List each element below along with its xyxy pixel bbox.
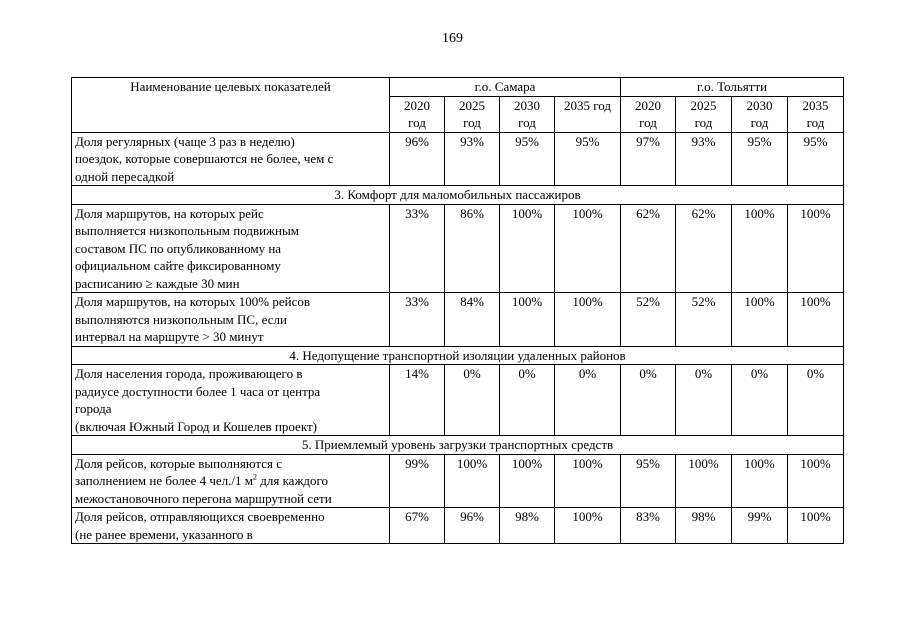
value-cell: 95% bbox=[621, 454, 676, 508]
value-cell: 98% bbox=[500, 508, 555, 544]
value-cell: 0% bbox=[500, 365, 555, 436]
value-cell: 99% bbox=[732, 508, 788, 544]
value-cell: 100% bbox=[555, 454, 621, 508]
value-cell: 67% bbox=[390, 508, 445, 544]
indicator-name: Доля рейсов, отправляющихся своевременно (не ранее времени, указанного в bbox=[72, 508, 390, 544]
table-row bbox=[72, 454, 844, 508]
group-header-samara: г.о. Самара bbox=[390, 78, 621, 97]
value-cell: 86% bbox=[445, 204, 500, 293]
value-cell: 100% bbox=[500, 454, 555, 508]
value-cell: 62% bbox=[676, 204, 732, 293]
year-header: 2020 год bbox=[621, 96, 676, 132]
indicator-name: Доля рейсов, которые выполняются с заполнением не более 4 чел./1 $м^2$ для каждого межостановочного перегона маршрутной сети bbox=[72, 454, 390, 508]
value-cell: 93% bbox=[445, 132, 500, 186]
value-cell: 100% bbox=[788, 454, 844, 508]
year-header: 2025 год bbox=[445, 96, 500, 132]
value-cell: 96% bbox=[390, 132, 445, 186]
value-cell: 97% bbox=[621, 132, 676, 186]
value-cell: 52% bbox=[621, 293, 676, 347]
value-cell: 33% bbox=[390, 293, 445, 347]
superscript: 2 bbox=[252, 472, 257, 482]
value-cell: 33% bbox=[390, 204, 445, 293]
table-row bbox=[72, 508, 844, 544]
section-row bbox=[72, 186, 844, 205]
value-cell: 0% bbox=[621, 365, 676, 436]
indicator-name: Доля населения города, проживающего в радиусе доступности более 1 часа от центра города (включая Южный Город и Кошелев проект) bbox=[72, 365, 390, 436]
value-cell: 100% bbox=[732, 293, 788, 347]
value-cell: 100% bbox=[500, 293, 555, 347]
value-cell: 100% bbox=[500, 204, 555, 293]
value-cell: 100% bbox=[555, 204, 621, 293]
value-cell: 100% bbox=[732, 454, 788, 508]
year-header: 2025 год bbox=[676, 96, 732, 132]
value-cell: 52% bbox=[676, 293, 732, 347]
value-cell: 100% bbox=[788, 508, 844, 544]
group-header-tolyatti: г.о. Тольятти bbox=[621, 78, 844, 97]
value-cell: 14% bbox=[390, 365, 445, 436]
indicator-name: Доля маршрутов, на которых 100% рейсов выполняются низкопольным ПС, если интервал на маршруте > 30 минут bbox=[72, 293, 390, 347]
table-row bbox=[72, 365, 844, 436]
value-cell: 96% bbox=[445, 508, 500, 544]
value-cell: 93% bbox=[676, 132, 732, 186]
value-cell: 100% bbox=[445, 454, 500, 508]
value-cell: 83% bbox=[621, 508, 676, 544]
value-cell: 62% bbox=[621, 204, 676, 293]
value-cell: 84% bbox=[445, 293, 500, 347]
value-cell: 100% bbox=[555, 293, 621, 347]
value-cell: 99% bbox=[390, 454, 445, 508]
section-row bbox=[72, 436, 844, 455]
table-row bbox=[72, 132, 844, 186]
value-cell: 95% bbox=[500, 132, 555, 186]
value-cell: 100% bbox=[788, 293, 844, 347]
header-row-groups bbox=[72, 78, 844, 97]
value-cell: 0% bbox=[732, 365, 788, 436]
page-number: 169 bbox=[442, 31, 463, 46]
table-row bbox=[72, 204, 844, 293]
section-row bbox=[72, 346, 844, 365]
value-cell: 100% bbox=[788, 204, 844, 293]
section-title: 4. Недопущение транспортной изоляции удаленных районов bbox=[72, 346, 844, 365]
value-cell: 100% bbox=[732, 204, 788, 293]
year-header: 2030 год bbox=[732, 96, 788, 132]
year-header: 2020 год bbox=[390, 96, 445, 132]
value-cell: 0% bbox=[788, 365, 844, 436]
year-header: 2035 год bbox=[555, 96, 621, 132]
value-cell: 98% bbox=[676, 508, 732, 544]
value-cell: 100% bbox=[555, 508, 621, 544]
target-indicators-table bbox=[71, 77, 844, 544]
value-cell: 0% bbox=[676, 365, 732, 436]
value-cell: 0% bbox=[555, 365, 621, 436]
value-cell: 95% bbox=[555, 132, 621, 186]
section-title: 5. Приемлемый уровень загрузки транспортных средств bbox=[72, 436, 844, 455]
value-cell: 95% bbox=[732, 132, 788, 186]
value-cell: 100% bbox=[676, 454, 732, 508]
value-cell: 0% bbox=[445, 365, 500, 436]
indicator-name: Доля маршрутов, на которых рейс выполняется низкопольным подвижным составом ПС по опубликованному на официальном сайте фиксированному расписанию ≥ каждые 30 мин bbox=[72, 204, 390, 293]
year-header: 2030 год bbox=[500, 96, 555, 132]
value-cell: 95% bbox=[788, 132, 844, 186]
section-title: 3. Комфорт для маломобильных пассажиров bbox=[72, 186, 844, 205]
year-header: 2035 год bbox=[788, 96, 844, 132]
indicator-column-header: Наименование целевых показателей bbox=[72, 78, 390, 133]
table-row bbox=[72, 293, 844, 347]
indicator-name: Доля регулярных (чаще 3 раз в неделю) поездок, которые совершаются не более, чем с одной пересадкой bbox=[72, 132, 390, 186]
